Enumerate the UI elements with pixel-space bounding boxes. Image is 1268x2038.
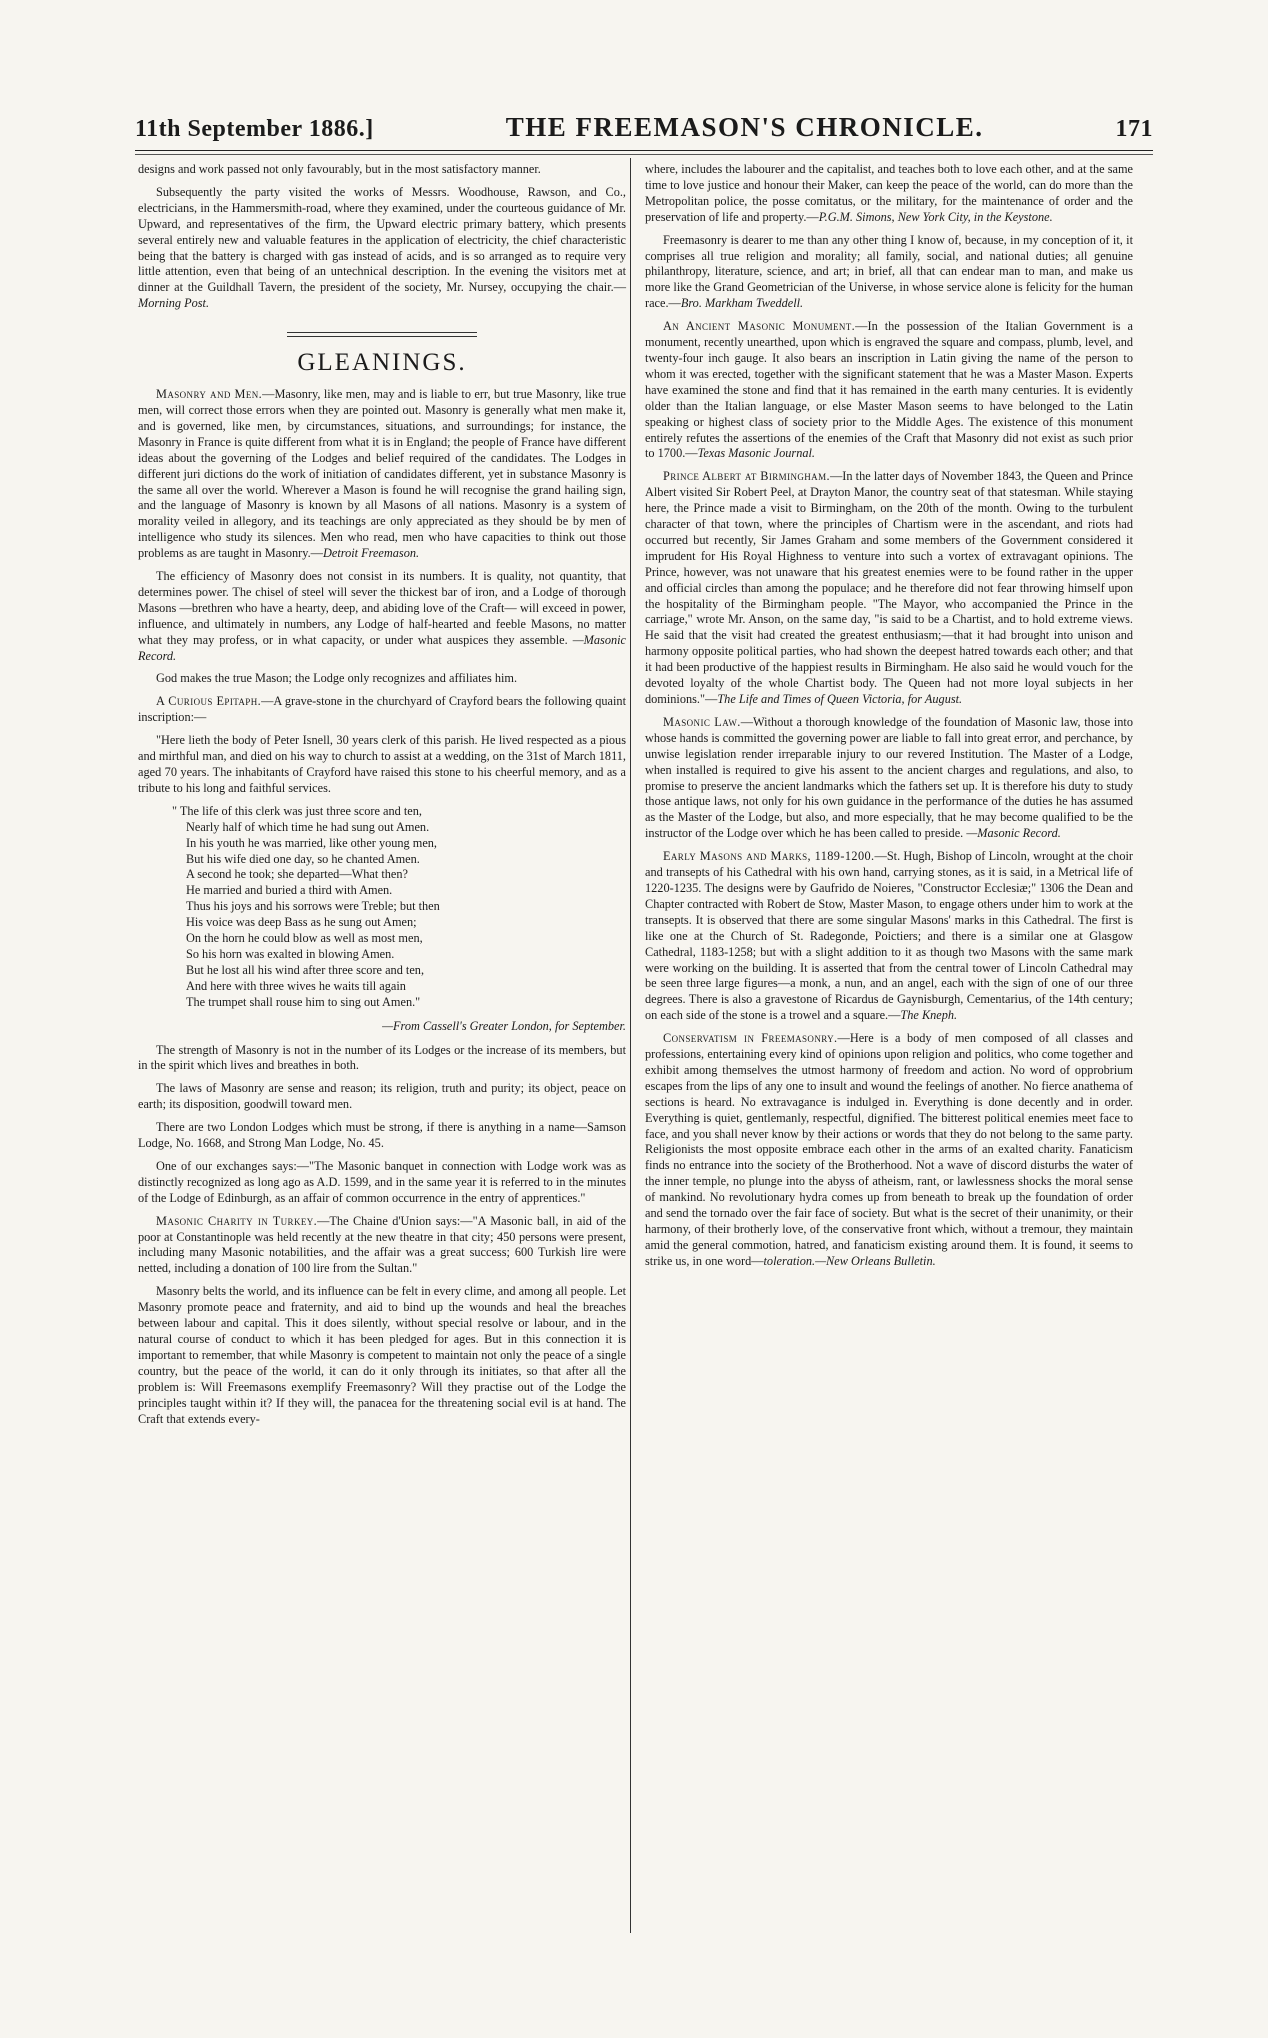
header-title: THE FREEMASON'S CHRONICLE. <box>505 112 984 142</box>
header-rule-thin <box>135 154 1153 155</box>
poem-line: Nearly half of which time he had sung out Amen. <box>186 819 430 834</box>
poem-line: A second he took; she departed—What then? <box>186 867 408 882</box>
poem-line: Thus his joys and his sorrows were Treble; but then <box>186 899 440 914</box>
poem-line: " The life of this clerk was just three score and ten, <box>172 803 422 818</box>
poem-line: But his wife died one day, so he chanted Amen. <box>186 851 420 866</box>
epitaph-poem <box>172 804 626 1011</box>
article-strength: The strength of Masonry is not in the number of its Lodges or the increase of its members, but in the spirit which lives and breathes in both. <box>138 1042 626 1073</box>
article-dearer: Freemasonry is dearer to me than any other thing I know of, because, in my conception of it, it comprises all true religion and morality; all family, social, and national duties; all genuine philanthropy, literature, science, and art; in brief, all that can endear man to man, and make us more like the Grand Geometrician of the Universe, in whose service alone is felicity for the human race.—Bro. Markham Tweddell. <box>645 232 1133 311</box>
left-column <box>138 162 626 1434</box>
article-continued: where, includes the labourer and the capitalist, and teaches both to love each other, and at the same time to love justice and honour their Maker, can keep the peace of the world, can do more than the Metropolitan police, the posse comitatus, or the military, for the maintenance of order and the preservation of life and property.—P.G.M. Simons, New York City, in the Keystone. <box>645 162 1133 224</box>
poem-attribution: —From Cassell's Greater London, for September. <box>382 1018 626 1033</box>
epitaph-text: "Here lieth the body of Peter Isnell, 30 years clerk of this parish. He lived respected as a pious and mirthful man, and died on his way to church to assist at a wedding, on the 31st of March 1811, aged 70 years. The inhabitants of Crayford have raised this stone to his cheerful memory, and as a tribute to his long and faithful services. <box>138 733 626 795</box>
column-divider <box>630 158 631 1933</box>
article-conservatism: Conservatism in Freemasonry.—Here is a body of men composed of all classes and professions, entertaining every kind of opinions upon religion and politics, who come together and exhibit among themselves the utmost harmony of freedom and action. No word of opprobrium escapes from the lips of any one to insult and wound the feelings of another. No fierce anathema of sections is heard. No extravagance is indulged in. Everything is done decently and in order. Everything is quiet, gentlemanly, respectful, dignified. The bitterest political enemies meet face to face, and you shall never know by their actions or words that they do not belong to the same party. Religionists the most opposite embrace each other in the arms of an exalted charity. Fanaticism finds no entrance into the society of the Brotherhood. Not a wave of discord disturbs the water of the inner temple, no plunge into the abyss of atheism, rant, or lawlessness shocks the moral sense of mankind. No revolutionary hydra comes up from beneath to break up the foundation of order and send the tornado over the fair face of society. But what is the secret of their unanimity, or their harmony, of their brotherly love, of the conservative front which, without a tremour, they maintain amid the general commotion, hatred, and fanaticism existing around them. It is found, it seems to strike us, in one word—toleration.—New Orleans Bulletin. <box>645 1031 1133 1268</box>
section-rule <box>287 332 477 333</box>
article-masonic-law: Masonic Law.—Without a thorough knowledge of the foundation of Masonic law, those into whose hands is committed the governing power are liable to fall into great error, and perchance, by unwise legislation render irreparable injury to our revered Institution. The Master of a Lodge, when installed is required to give his assent to the ancient charges and regulations, and also, to promise to preserve the ancient landmarks which the fathers set up. It is therefore his duty to study those antique laws, not only for his own guidance in the performance of the duties he has assumed as the Master of the Lodge, but also, and more especially, that he may become qualified to be the instructor of the Lodge over which he has been called to preside. —Masonic Record. <box>645 714 1133 841</box>
article-masonry-and-men: Masonry and Men.—Masonry, like men, may and is liable to err, but true Masonry, like true men, will correct those errors when they are pointed out. Masonry is generally what men make it, and is governed, like men, by circumstances, situations, and surroundings; for instance, the Masonry in France is quite different from what it is in England; the people of France have different ideas about the governing of the Lodges and belief required of the candidates. The Lodges in different juri dictions do the work of initiation of candidates different, yet in substance Masonry is the same all over the world. Wherever a Mason is found he will recognise the grand hailing sign, and the language of Masonry is known by all Masons of all nations. Masonry is a system of morality veiled in allegory, and its teachings are only appreciated as they should be by men of intelligence who study its silences. Men who read, men who have capacities to think out those problems as are taught in Masonry.—Detroit Freemason. <box>138 387 626 561</box>
section-rule <box>287 336 477 337</box>
article-charity-turkey: Masonic Charity in Turkey.—The Chaine d'Union says:—"A Masonic ball, in aid of the poor at Constantinople was held recently at the new theatre in that city; 450 persons were present, including many Masonic notabilities, and the affair was a great success; 600 Turkish lire were netted, including a donation of 100 lire from the Sultan." <box>138 1213 626 1276</box>
header-date: 11th September 1886.] <box>135 116 374 142</box>
article-masonry-belts: Masonry belts the world, and its influence can be felt in every clime, and among all people. Let Masonry promote peace and fraternity, and aid to bind up the wounds and heal the breaches between labour and capital. This it does silently, without special resolve or labour, and in the natural course of conduct to which it has been pledged for ages. But in this connection it is important to remember, that while Masonry is competent to maintain not only the peace of a single country, but the peace of the world, it can do it only through its initiates, so that after all the problem is: Will Freemasons exemplify Freemasonry? Will they practise out of the Lodge the principles taught within it? If they will, the panacea for the threatening social evil is at hand. The Craft that extends every- <box>138 1284 626 1426</box>
poem-line: He married and buried a third with Amen. <box>186 883 393 898</box>
article-true-mason: God makes the true Mason; the Lodge only recognizes and affiliates him. <box>156 671 518 686</box>
header-rule <box>135 150 1153 151</box>
article-prince-albert: Prince Albert at Birmingham.—In the latter days of November 1843, the Queen and Prince Albert visited Sir Robert Peel, at Drayton Manor, the country seat of that statesman. While staying here, the Prince made a visit to Birmingham, on the 20th of the month. Owing to the turbulent character of that town, where the principles of Chartism were in the ascendant, and riots had occurred but recently, Sir James Graham and some members of the Government considered it imprudent for His Royal Highness to venture into such a vortex of extravagant opinions. The Prince, however, was not unaware that his greatest enemies were to be found rather in the upper and official circles than among the populace; and he therefore did not fear throwing himself upon the hospitality of the Birmingham people. "The Mayor, who accompanied the Prince in the carriage," wrote Mr. Anson, on the same day, "is said to be a Chartist, and to hold extreme views. He said that the visit had created the greatest enthusiasm;—that it had brought into unison and harmony opposite political parties, who had shown the deepest hatred towards each other; and that it had been productive of the happiest results in Birmingham. He also said he would vouch for the devoted loyalty of the whole Chartist body. The Queen had not more loyal subjects in her dominions."—The Life and Times of Queen Victoria, for August. <box>645 469 1133 706</box>
poem-line: So his horn was exalted in blowing Amen. <box>186 946 395 961</box>
poem-line: In his youth he was married, like other young men, <box>186 835 438 850</box>
poem-line: The trumpet shall rouse him to sing out Amen." <box>186 994 421 1009</box>
article-early-masons: Early Masons and Marks, 1189-1200.—St. Hugh, Bishop of Lincoln, wrought at the choir and transepts of his Cathedral with his own hand, carrying stones, as it is said, in a Metrical life of 1220-1235. The designs were by Gaufrido de Noieres, "Constructor Ecclesiæ;" 1306 the Dean and Chapter contracted with Robert de Stow, Master Mason, to engage others under him to work at the transepts. It is observed that there are some singular Masons' marks in this Cathedral. The first is like one at the Church of St. Radegonde, Poictiers; and there is a similar one at Glasgow Cathedral, 1183-1258; but with a slight addition to it as though two Masons with the same mark were working on the building. It is asserted that from the central tower of Lincoln Cathedral may be seen three large figures—a monk, a nun, and an angel, each with the sign of one of our three degrees. There is also a gravestone of Ricardus de Gaynisburgh, Cementarius, of the 14th century; on each side of the stone is a trowel and a square.—The Kneph. <box>645 849 1133 1023</box>
poem-line: On the horn he could blow as well as most men, <box>186 931 423 946</box>
poem-line: His voice was deep Bass as he sung out Amen; <box>186 915 417 930</box>
page-header <box>135 112 1153 143</box>
poem-line: But he lost all his wind after three score and ten, <box>186 962 425 977</box>
paragraph: Subsequently the party visited the works of Messrs. Woodhouse, Rawson, and Co., electricians, in the Hammersmith-road, where they examined, under the courteous guidance of Mr. Upward, and representatives of the firm, the Upward electric primary battery, which presents several entirely new and valuable features in the application of electricity, the chief characteristic being that the battery is charged with gas instead of acids, and is so arranged as to require very little attention, even that being of an untechnical description. In the evening the visitors met at dinner at the Guildhall Tavern, the president of the society, Mr. Nursey, occupying the chair.—Morning Post. <box>138 184 626 311</box>
right-column <box>645 162 1133 1277</box>
article-curious-epitaph: A Curious Epitaph.—A grave-stone in the churchyard of Crayford bears the following quaint inscription:— <box>138 694 626 725</box>
page-number: 171 <box>1115 116 1153 142</box>
section-heading: GLEANINGS. <box>297 349 467 377</box>
article-laws: The laws of Masonry are sense and reason; its religion, truth and purity; its object, peace on earth; its disposition, goodwill toward men. <box>138 1081 626 1112</box>
paragraph: designs and work passed not only favourably, but in the most satisfactory manner. <box>138 162 541 176</box>
article-ancient-monument: An Ancient Masonic Monument.—In the possession of the Italian Government is a monument, recently unearthed, upon which is engraved the square and compass, plumb, level, and twenty-four inch gauge. It also bears an inscription in Latin giving the name of the person to whom it was erected, together with the significant statement that he was a Master Mason. Experts have examined the stone and find that it has remained in the earth many centuries. It is evidently older than the Italian language, or else Master Mason seems to have belonged to the Latin speaking or highest class of society prior to the Middle Ages. The existence of this monument entirely refutes the assertions of the enemies of the Craft that Masonry did not exist as such prior to 1700.—Texas Masonic Journal. <box>645 319 1133 461</box>
article-efficiency: The efficiency of Masonry does not consist in its numbers. It is quality, not quantity, that determines power. The chisel of steel will sever the thickest bar of iron, and a Lodge of thorough Masons —brethren who have a hearty, deep, and abiding love of the Craft— will exceed in power, influence, and ultimately in numbers, any Lodge of half-hearted and feeble Masons, no matter what they may profess, or in what capacity, or under what auspices they assemble. —Masonic Record. <box>138 569 627 663</box>
poem-line: And here with three wives he waits till again <box>186 978 406 993</box>
article-banquet: One of our exchanges says:—"The Masonic banquet in connection with Lodge work was as distinctly recognized as long ago as A.D. 1599, and in the same year it is referred to in the minutes of the Lodge of Edinburgh, as an affair of common occurrence in the entry of apprentices." <box>138 1158 626 1205</box>
article-london-lodges: There are two London Lodges which must be strong, if there is anything in a name—Samson Lodge, No. 1668, and Strong Man Lodge, No. 45. <box>138 1120 626 1151</box>
